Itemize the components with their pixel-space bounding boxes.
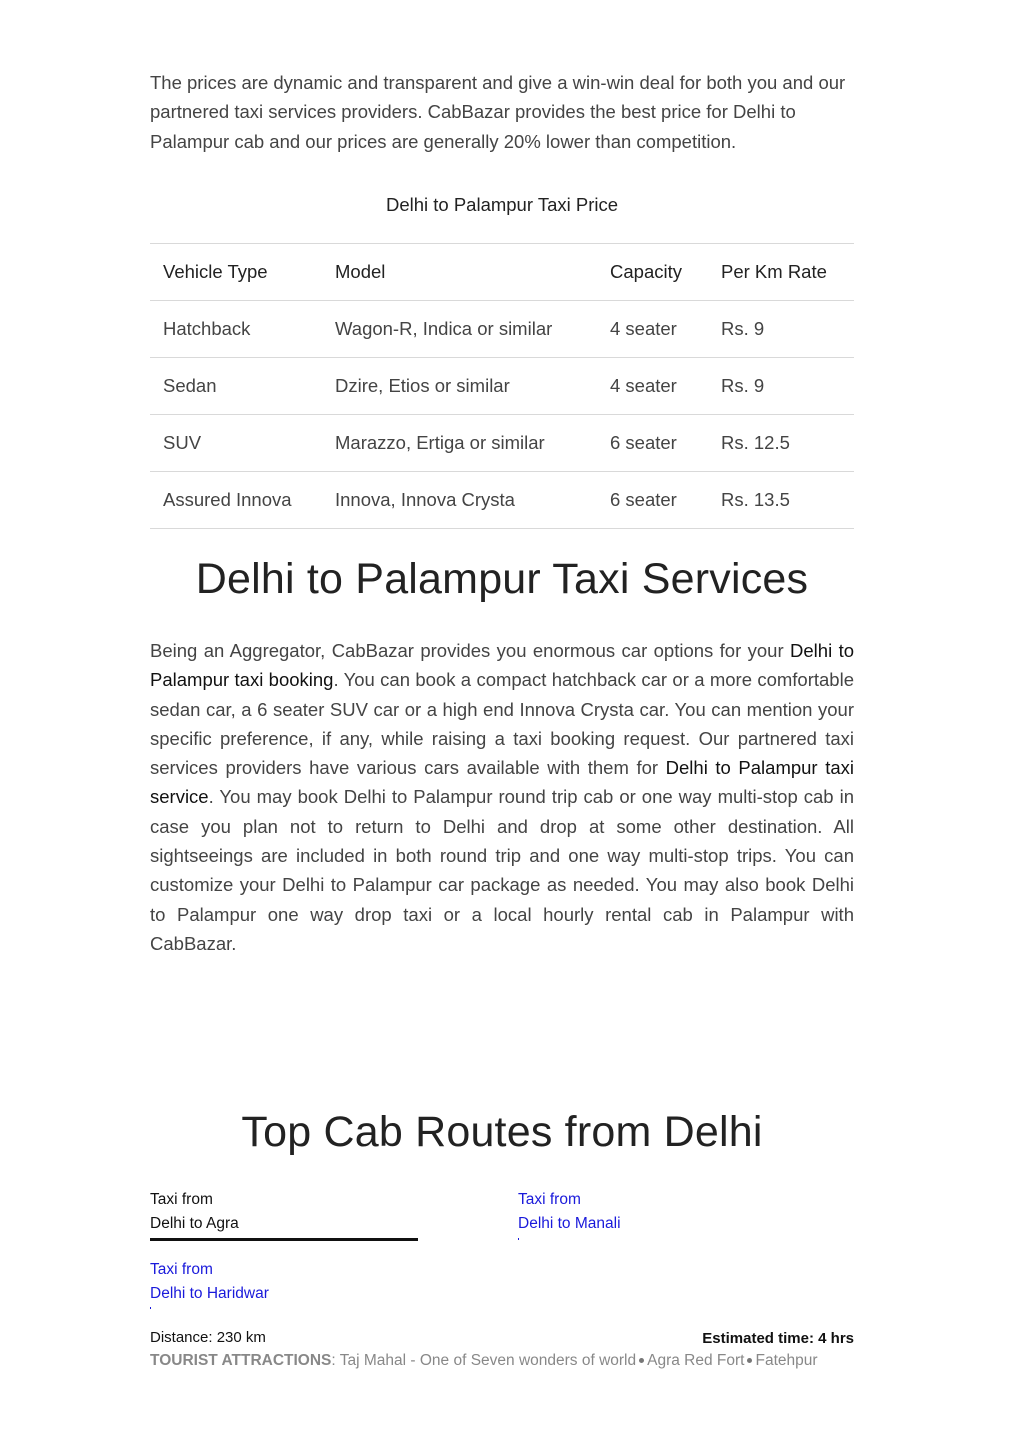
table-row	[150, 472, 854, 529]
route-tab-line1: Taxi from	[150, 1261, 213, 1278]
table-cell: Marazzo, Ertiga or similar	[322, 415, 597, 472]
tab-marker	[518, 1238, 519, 1240]
services-bold-2: Delhi to Palampur taxi service	[150, 757, 854, 808]
table-row	[150, 358, 854, 415]
route-time: Estimated time: 4 hrs	[702, 1330, 854, 1347]
route-tab-line2: Delhi to Agra	[150, 1215, 239, 1232]
attraction-item: Taj Mahal - One of Seven wonders of world	[339, 1352, 637, 1369]
services-bold-1: Delhi to Palampur taxi booking	[150, 640, 855, 691]
tab-marker	[150, 1307, 151, 1309]
table-cell: Assured Innova	[150, 472, 322, 529]
table-header-row	[150, 244, 854, 301]
table-cell: Sedan	[150, 358, 322, 415]
price-table	[150, 243, 854, 529]
table-cell: Rs. 13.5	[708, 472, 854, 529]
route-tab-manali[interactable]	[518, 1188, 621, 1236]
route-distance: Distance: 230 km	[150, 1329, 266, 1346]
tourist-attractions	[150, 1352, 854, 1370]
table-cell: Rs. 9	[708, 301, 854, 358]
route-tab-agra[interactable]	[150, 1188, 239, 1236]
route-tab-line1: Taxi from	[150, 1191, 213, 1208]
routes-heading: Top Cab Routes from Delhi	[241, 1108, 763, 1156]
column-header: Capacity	[597, 244, 708, 301]
attraction-item: Agra Red Fort	[647, 1352, 745, 1369]
column-header: Per Km Rate	[708, 244, 854, 301]
table-cell: 4 seater	[597, 358, 708, 415]
bullet-icon	[747, 1358, 752, 1363]
table-row	[150, 415, 854, 472]
table-cell: Dzire, Etios or similar	[322, 358, 597, 415]
table-cell: Hatchback	[150, 301, 322, 358]
table-cell: Innova, Innova Crysta	[322, 472, 597, 529]
table-row	[150, 301, 854, 358]
table-cell: SUV	[150, 415, 322, 472]
active-tab-indicator	[150, 1238, 418, 1241]
attraction-item: Fatehpur	[755, 1352, 818, 1369]
route-tab-line2: Delhi to Haridwar	[150, 1285, 269, 1302]
table-cell: 4 seater	[597, 301, 708, 358]
services-text-1: Being an Aggregator, CabBazar provides you enormous car options for your	[150, 640, 791, 661]
bullet-icon	[639, 1358, 644, 1363]
route-tab-line1: Taxi from	[518, 1191, 581, 1208]
column-header: Model	[322, 244, 597, 301]
table-cell: 6 seater	[597, 415, 708, 472]
price-table-caption: Delhi to Palampur Taxi Price	[385, 194, 619, 215]
services-text-2: . You can book a compact hatchback car or a more comfortable sedan car, a 6 seater SUV car or a high end Innova Crysta car. You can mention your specific preference, if any, while raising a taxi booking request. Our partnered taxi services providers have various cars available with them for	[150, 669, 854, 779]
attractions-label: TOURIST ATTRACTIONS	[150, 1352, 332, 1369]
column-header: Vehicle Type	[150, 244, 322, 301]
route-tab-haridwar[interactable]	[150, 1258, 269, 1306]
attractions-sep: :	[331, 1352, 340, 1369]
services-text-3: . You may book Delhi to Palampur round trip cab or one way multi-stop cab in case you plan not to return to Delhi and drop at some other destination. All sightseeings are included in both round trip and one way multi-stop trips. You can customize your Delhi to Palampur car package as needed. You may also book Delhi to Palampur one way drop taxi or a local hourly rental cab in Palampur with CabBazar.	[150, 786, 854, 954]
services-paragraph	[150, 636, 854, 958]
table-cell: Rs. 9	[708, 358, 854, 415]
table-cell: Rs. 12.5	[708, 415, 854, 472]
table-cell: Wagon-R, Indica or similar	[322, 301, 597, 358]
table-cell: 6 seater	[597, 472, 708, 529]
services-heading: Delhi to Palampur Taxi Services	[195, 555, 809, 603]
intro-paragraph: The prices are dynamic and transparent and give a win-win deal for both you and our partnered taxi services providers. CabBazar provides the best price for Delhi to Palampur cab and our prices are generally 20% lower than competition.	[150, 72, 846, 152]
route-tab-line2: Delhi to Manali	[518, 1215, 621, 1232]
